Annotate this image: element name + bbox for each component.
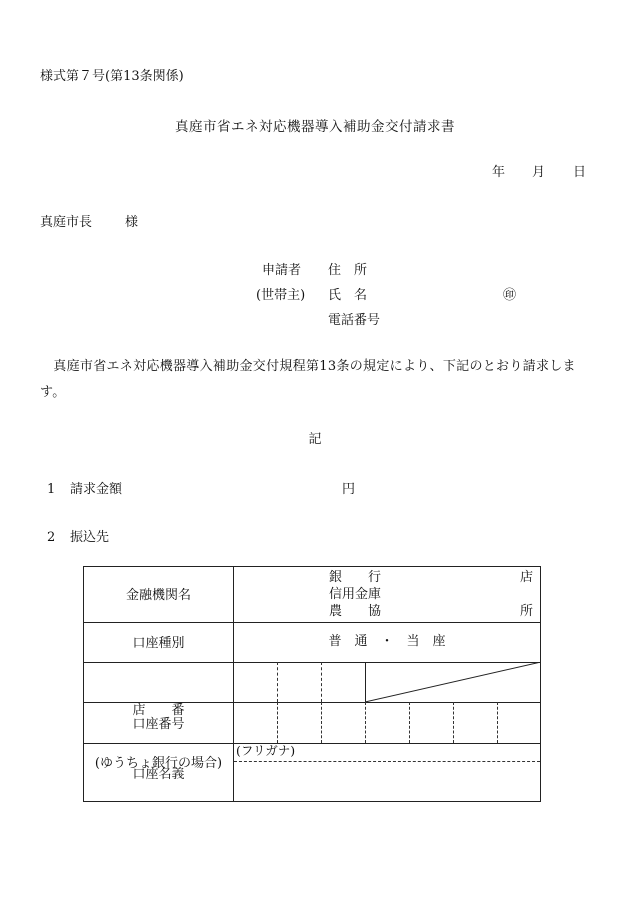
item2-number: 2: [47, 530, 56, 545]
branch-number-input[interactable]: [234, 663, 365, 701]
bank-type-nokyo: 農 協: [329, 604, 382, 619]
account-number-input[interactable]: [234, 703, 540, 742]
branch-suffix-office: 所: [519, 604, 533, 619]
item2-label: 振込先: [70, 530, 110, 545]
applicant-sublabel: (世帯主): [256, 288, 306, 303]
name-label: 氏 名: [328, 288, 368, 303]
row-divider: [84, 622, 540, 623]
account-holder-input[interactable]: [234, 762, 540, 801]
body-text: 真庭市省エネ対応機器導入補助金交付規程第13条の規定により、下記のとおり請求します。: [40, 359, 576, 400]
addressee-honorific: 様: [125, 215, 139, 230]
bank-type-bank: 銀 行: [329, 570, 382, 585]
bank-name-input[interactable]: [236, 567, 536, 622]
date-year: 年: [492, 165, 506, 180]
addressee-name: 真庭市長: [40, 215, 93, 230]
branch-number-label-line2: (ゆうちょ銀行の場合): [94, 755, 223, 771]
seal-mark: ㊞: [503, 288, 517, 303]
account-type-options[interactable]: 普 通 ・ 当 座: [328, 634, 446, 649]
account-type-label: 口座種別: [132, 636, 185, 651]
address-label: 住 所: [328, 263, 368, 278]
furigana-label: (フリガナ): [236, 743, 296, 758]
branch-suffix-store: 店: [519, 570, 533, 585]
bank-type-shinkin: 信用金庫: [329, 587, 382, 602]
bank-label: 金融機関名: [125, 588, 191, 603]
ki-heading: 記: [308, 432, 322, 447]
account-number-label: 口座番号: [132, 717, 185, 732]
date-month: 月: [532, 165, 546, 180]
form-number: 様式第７号(第13条関係): [40, 69, 184, 84]
item1-number: 1: [47, 482, 56, 497]
date-day: 日: [573, 165, 587, 180]
branch-diagonal-strike: [365, 662, 541, 702]
item1-label: 請求金額: [70, 482, 123, 497]
phone-label: 電話番号: [328, 313, 381, 328]
account-holder-label: 口座名義: [132, 767, 185, 782]
branch-number-label-line1: 店 番: [132, 703, 185, 719]
branch-number-label: [84, 667, 233, 807]
transfer-table: [83, 566, 541, 802]
page-title: 真庭市省エネ対応機器導入補助金交付請求書: [175, 119, 455, 135]
applicant-label: 申請者: [262, 263, 302, 278]
item1-unit: 円: [342, 482, 356, 497]
